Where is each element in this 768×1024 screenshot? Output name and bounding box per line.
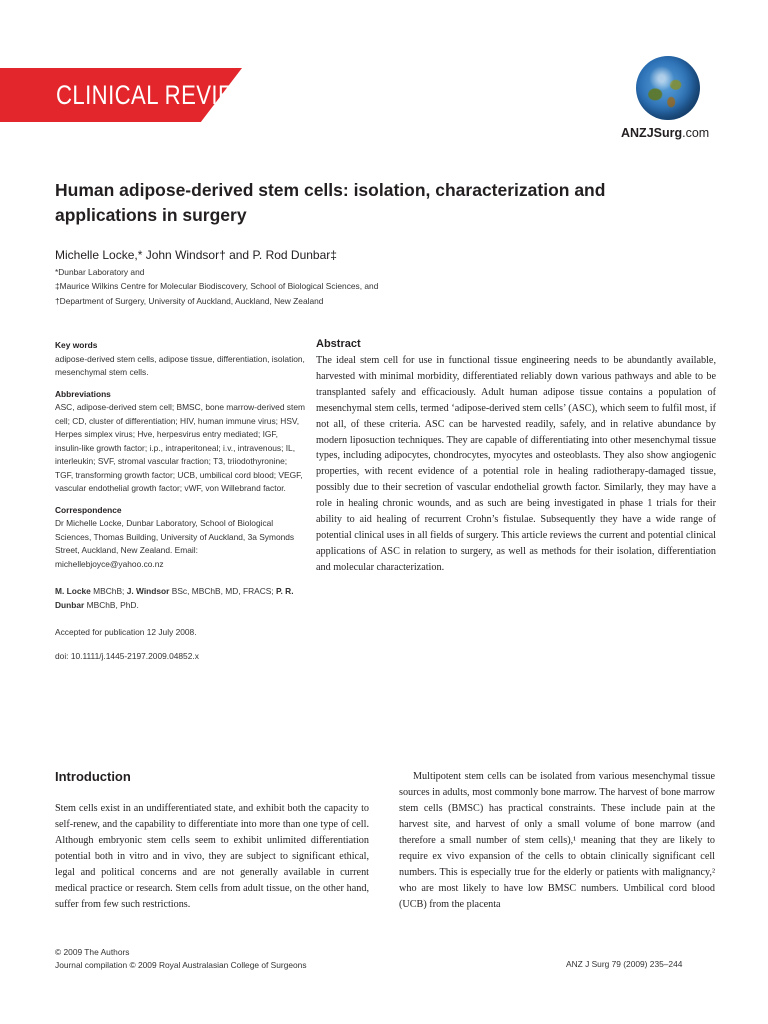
introduction-heading: Introduction [55, 769, 131, 784]
introduction-paragraph-2 [399, 769, 715, 913]
footer-citation: ANZ J Surg 79 (2009) 235–244 [566, 959, 683, 969]
credential-name: J. Windsor [126, 586, 170, 596]
journal-domain-suffix: .com [682, 126, 710, 140]
compilation-line: Journal compilation © 2009 Royal Australasian College of Surgeons [55, 960, 307, 970]
keywords-text: adipose-derived stem cells, adipose tissue, differentiation, isolation, mesenchymal stem cells. [55, 353, 305, 377]
author-credentials [55, 585, 305, 612]
credential-degrees: BSc, MBChB, MD, FRACS; [169, 586, 276, 596]
affiliations [55, 265, 378, 308]
copyright-line: © 2009 The Authors [55, 947, 130, 957]
abstract-heading: Abstract [316, 338, 361, 350]
section-label: CLINICAL REVIEW [56, 80, 255, 110]
credential-name: M. Locke [55, 586, 91, 596]
affiliation-line: *Dunbar Laboratory and [55, 267, 145, 277]
abbreviations-heading: Abbreviations [55, 388, 111, 399]
doi[interactable]: doi: 10.1111/j.1445-2197.2009.04852.x [55, 650, 199, 661]
abbreviations-text: ASC, adipose-derived stem cell; BMSC, bone marrow-derived stem cell; CD, cluster of differentiation; HIV, human immune virus; HSV, Herpes simplex virus; Hve, herpesvirus entry mediated; IGF, insulin-like growth factor; i.p., intraperitoneal; i.v., intravenous; IL, interleukin; SVF, stromal vascular fraction; T3, triiodothyronine; TGF, transforming growth factor; UCB, umbilical cord blood; VEGF, vascular endothelial growth factor; vWF, von Willebrand factor. [55, 402, 305, 493]
author-list: Michelle Locke,* John Windsor† and P. Rod Dunbar‡ [55, 248, 337, 262]
globe-logo-icon [636, 56, 700, 120]
credential-degrees: MBChB; [90, 586, 127, 596]
affiliation-line: ‡Maurice Wilkins Centre for Molecular Biodiscovery, School of Biological Sciences, and [55, 281, 379, 292]
abstract-text: The ideal stem cell for use in functional tissue engineering needs to be abundantly available, harvested with minimal morbidity, differentiated reliably down various pathways and able to be transplanted safely and efficaciously. Adult human adipose tissue contains a population of mesenchymal stem cells, termed ‘adipose-derived stem cells’ (ASC), which seem to fulfil most, if not all, of these criteria. ASC can be harvested readily, safely, and in relative abundance by modern liposuction techniques. They are capable of differentiating into other mesenchymal tissue types, including adipocytes, chondrocytes, myocytes and osteoblasts. They also show angiogenic properties, with recent evidence of a potential role in healing radiotherapy-damaged tissue, possibly due to their secretion of vascular endothelial growth factor. Similarly, they may have a role in healing chronic wounds, and as such are being investigated in phase 1 trials for their ability to aid healing of recurrent Crohn’s fistulae. Subsequently they have a wide range of potential clinical uses in all fields of surgery. This article reviews the current and potential clinical applications of ASC in relation to surgery, as well as methods for their isolation, differentiation and molecular characterization. [316, 355, 716, 573]
correspondence-heading: Correspondence [55, 504, 122, 515]
accepted-date: Accepted for publication 12 July 2008. [55, 627, 197, 637]
article-title: Human adipose-derived stem cells: isolation, characterization and applications in surgery [55, 180, 606, 225]
paragraph-text: Multipotent stem cells can be isolated from various mesenchymal tissue sources in adults, most commonly bone marrow. The harvest of bone marrow stem cells (BMSC) has practical constraints. These include pain at the harvest site, and harvest of only a small volume of bone marrow (and therefore a small number of stem cells),¹ meaning that they are likely to require ex vivo expansion of the cells to obtain clinically significant cell numbers. This is especially true for the elderly or patients with malignancy,² who are most likely to have low BMSC numbers. Umbilical cord blood (UCB) from the placenta [399, 771, 715, 910]
footer-copyright [55, 946, 307, 972]
journal-name: ANZJSurg [621, 126, 683, 140]
correspondence-text: Dr Michelle Locke, Dunbar Laboratory, School of Biological Sciences, Thomas Building, University of Auckland, 3a Symonds Street, Auckland, New Zealand. Email: michellebjoyce@yahoo.co.nz [55, 518, 295, 569]
credential-degrees: MBChB, PhD. [84, 599, 139, 610]
credential-name: P. R. Dunbar [55, 586, 294, 610]
article-metadata [55, 339, 305, 663]
journal-brand[interactable] [621, 126, 709, 140]
keywords-heading: Key words [55, 340, 98, 350]
introduction-paragraph-1: Stem cells exist in an undifferentiated state, and exhibit both the capacity to self-renew, and the capability to differentiate into more than one type of cell. Although embryonic stem cells seem to exhibit unlimited differentiation potential both in vitro and in vivo, they are subject to significant ethical, legal and political concerns and are not generally available in current medical practice or research. Stem cells from adult tissue, on the other hand, suffer from few such restrictions. [55, 803, 369, 910]
affiliation-line: †Department of Surgery, University of Auckland, Auckland, New Zealand [55, 295, 324, 306]
